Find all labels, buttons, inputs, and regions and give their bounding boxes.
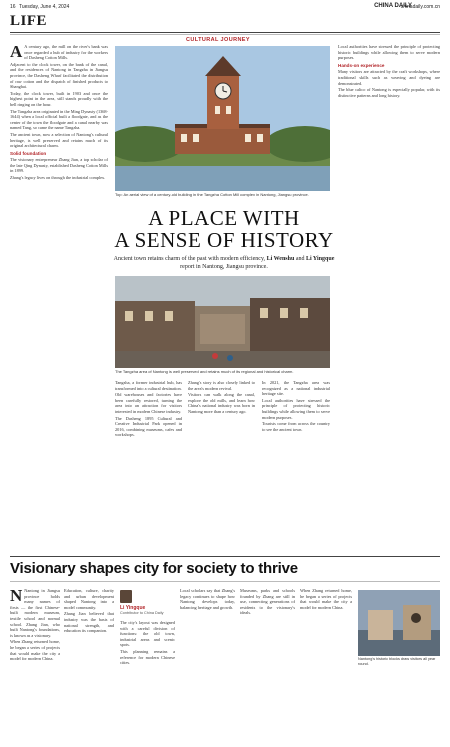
- paragraph: The Tangzha area originated in the Ming Dynasty (1368-1644) when a local official built a floodgate, and as the center of the town the floodgate and a canal nearby was named Tang, so came the name Tangzha.: [10, 108, 108, 131]
- drop-cap: A: [10, 44, 23, 61]
- section-rule-thin: [10, 34, 440, 35]
- newspaper-name: CHINA DAILY: [374, 3, 412, 9]
- bottom-column-2: [64, 588, 114, 740]
- paragraph: Zhang Jian believed that industry was the basis of national strength, and education its companion.: [64, 611, 114, 634]
- paragraph: The Dasheng 1895 Cultural and Creative Industrial Park opened in 2016, combining museums, cafes and workshops.: [115, 415, 182, 438]
- bottom-column-3: [120, 620, 175, 740]
- paragraph: Tourists come from across the country to see the ancient town.: [262, 421, 330, 432]
- paragraph: Visitors can walk along the canal, explore the old mills, and learn how China's national industry was born in Nantong more than a century ago.: [188, 392, 255, 414]
- paragraph: Old warehouses and factories have been carefully restored, turning the area into an attraction for visitors interested in modern Chinese industry.: [115, 392, 182, 414]
- article-column-2: [115, 380, 182, 550]
- bottom-column-1: [10, 588, 60, 740]
- avatar: [120, 590, 132, 603]
- article-column-5: [338, 44, 440, 549]
- paragraph: Today, the clock tower, built in 1903 and once the highest point in the area, still stands proudly with the bell ringing on the hour.: [10, 90, 108, 107]
- page-masthead: [0, 0, 450, 12]
- bottom-column-5: [240, 588, 295, 740]
- clock-tower-illustration: [115, 46, 330, 191]
- paragraph: When Zhang returned home, he began a series of projects that would make the city a model for modern China.: [300, 588, 352, 610]
- section-tag: CULTURAL JOURNEY: [186, 37, 250, 43]
- headline-line-2: A SENSE OF HISTORY: [114, 228, 334, 252]
- photo-caption: Top: An aerial view of a century-old building in the Tangzha Cotton Mill complex in Nantong, Jiangsu province.: [115, 192, 309, 197]
- subheading: Hands-on experience: [338, 62, 385, 68]
- byline-author-2: Li Yingque: [305, 256, 335, 262]
- paragraph: The ancient town, now a selection of Nantong's cultural heritage, is well preserved and retains much of its original architectural charm.: [10, 131, 108, 149]
- subheading: Solid foundation: [10, 150, 47, 156]
- paragraph: Tangzha, a former industrial hub, has transformed into a cultural destination.: [115, 380, 182, 391]
- town-street-illustration: [115, 276, 330, 368]
- website: chinadaily.com.cn: [400, 4, 440, 10]
- byline-author: Li Wenshu: [266, 256, 295, 262]
- paragraph: Local authorities have stressed the principle of protecting historic buildings while allowing them to serve modern purposes.: [262, 397, 330, 420]
- feature-headline: [110, 207, 338, 251]
- paragraph: The city's layout was designed with a careful division of functions: the old town, industrial areas and scenic spots.: [120, 620, 175, 648]
- section-rule: [10, 32, 440, 33]
- paragraph: Zhang's story is also closely linked to the area's modern revival.: [188, 380, 255, 391]
- paragraph: Local authorities have stressed the principle of protecting historic buildings while allowing them to serve modern purposes.: [338, 44, 440, 61]
- paragraph: A A century ago, the mill on the river's bank was once regarded a hub of industry for the workers of Dasheng Cotton Mills.: [10, 44, 108, 61]
- paragraph: In 2021, the Tangzha area was recognized as a national industrial heritage site.: [262, 380, 330, 397]
- article-column-3: [188, 380, 255, 550]
- photo-caption-2: The Tangzha area of Nantong is well preserved and retains much of its regional and historical charm.: [115, 369, 294, 374]
- bottom-photo-caption: Nantong's historic blocks draw visitors all year round.: [358, 657, 436, 666]
- feature-deck: Ancient town retains charm of the past with modern efficiency, Li Wenshu and Li Yingque report in Nantong, Jiangsu province.: [113, 256, 335, 270]
- paragraph: N Nantong in Jiangsu province holds many names of firsts — the first Chinese-built modern museum, textile school and normal school. Zhang Jian, who built Nantong's foundations, is known as a visionary.: [10, 588, 60, 638]
- headline-line-1: A PLACE WITH: [148, 206, 300, 230]
- paragraph: This planning remains a reference for modern Chinese cities.: [120, 648, 175, 666]
- paragraph: The blue calico of Nantong is especially popular, with its distinctive patterns and long history.: [338, 87, 440, 98]
- feature-photo: [115, 46, 330, 191]
- paragraph: Education, culture, charity and urban development shaped Nantong into a model community.: [64, 588, 114, 610]
- author-note: Contributor to China Daily: [120, 611, 164, 615]
- bottom-photo: [358, 590, 440, 656]
- article-column-1: [10, 44, 108, 549]
- drop-cap: N: [10, 588, 23, 605]
- feature-photo-2: [115, 276, 330, 368]
- section-title: LIFE: [10, 13, 48, 29]
- paragraph: Local scholars say that Zhang's legacy continues to shape how Nantong develops today, balancing heritage and growth.: [180, 588, 235, 610]
- bottom-column-6: [300, 588, 352, 740]
- page-number: 16: [10, 4, 16, 10]
- issue-date: Tuesday, June 4, 2024: [19, 4, 70, 10]
- author-name: Li Yingque: [120, 605, 146, 611]
- paragraph: When Zhang returned home, he began a series of projects that would make the city a model for modern China.: [10, 639, 60, 662]
- paragraph: Many visitors are attracted by the craft workshops, where traditional skills such as weaving and dyeing are demonstrated.: [338, 69, 440, 86]
- portrait-illustration: [358, 590, 440, 656]
- paragraph: Museums, parks and schools founded by Zhang are still in use, connecting generations of residents to the visionary's ideals.: [240, 588, 295, 616]
- paragraph: Adjacent to the clock tower, on the bank of the canal, and the residences of Nantong in Tangzha in Jiangsu province, the Dasheng Wharf facilitated the distribution of raw cotton and the dispatch of finished products to Shanghai.: [10, 61, 108, 90]
- bottom-column-4: [180, 588, 235, 740]
- bottom-headline: Visionary shapes city for society to thrive: [10, 560, 298, 577]
- paragraph: Zhang's legacy lives on through the industrial complex.: [10, 175, 106, 181]
- article-column-4: [262, 380, 330, 550]
- paragraph: The visionary entrepreneur Zhang Jian, a top scholar of the late Qing Dynasty, established Dasheng Cotton Mills in 1899.: [10, 157, 108, 174]
- story-separator: [10, 556, 440, 557]
- bottom-rule: [10, 581, 440, 582]
